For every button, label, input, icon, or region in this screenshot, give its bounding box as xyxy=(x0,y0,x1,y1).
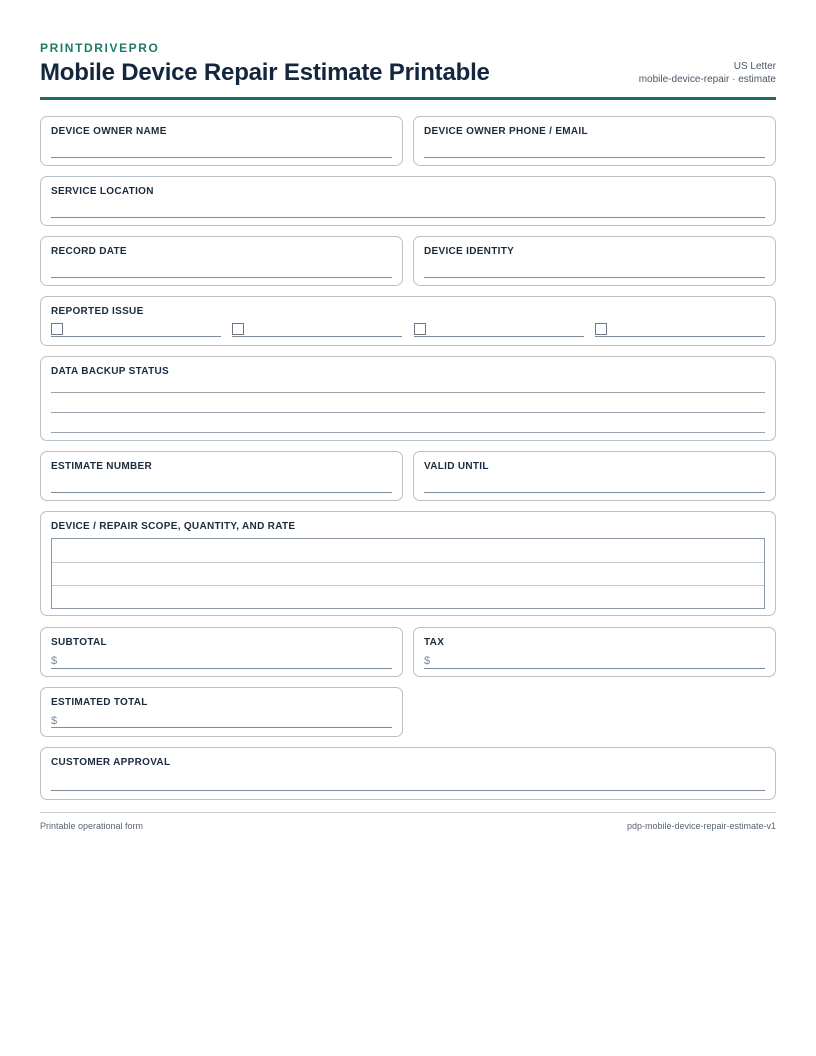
customer-approval-label: CUSTOMER APPROVAL xyxy=(51,757,171,768)
service-location-line[interactable] xyxy=(51,217,765,218)
tax-line[interactable] xyxy=(424,668,765,669)
repair-scope-table[interactable] xyxy=(51,538,765,609)
record-date-field[interactable] xyxy=(40,236,403,286)
service-location-field[interactable] xyxy=(40,176,776,226)
tax-label: TAX xyxy=(424,637,445,648)
issue-line-1[interactable] xyxy=(51,336,221,337)
issue-option-4[interactable] xyxy=(595,323,765,337)
estimate-number-line[interactable] xyxy=(51,492,392,493)
customer-approval-line[interactable] xyxy=(51,790,765,791)
estimated-total-line[interactable] xyxy=(51,727,392,728)
device-identity-line[interactable] xyxy=(424,277,765,278)
document-tag: mobile-device-repair · estimate xyxy=(638,74,776,85)
valid-until-field[interactable] xyxy=(413,451,776,501)
brand-name: PRINTDRIVEPRO xyxy=(40,41,160,55)
device-identity-field[interactable] xyxy=(413,236,776,286)
backup-status-line-3[interactable] xyxy=(51,432,765,433)
record-date-line[interactable] xyxy=(51,277,392,278)
subtotal-line[interactable] xyxy=(51,668,392,669)
table-row-divider xyxy=(52,562,764,563)
reported-issue-field xyxy=(40,296,776,346)
issue-line-2[interactable] xyxy=(232,336,402,337)
issue-option-1[interactable] xyxy=(51,323,221,337)
estimated-total-currency: $ xyxy=(51,715,58,727)
tax-field[interactable] xyxy=(413,627,776,677)
backup-status-line-1[interactable] xyxy=(51,392,765,393)
owner-name-field[interactable] xyxy=(40,116,403,166)
subtotal-label: SUBTOTAL xyxy=(51,637,107,648)
table-row-divider xyxy=(52,585,764,586)
backup-status-line-2[interactable] xyxy=(51,412,765,413)
issue-checkbox-3[interactable] xyxy=(414,323,426,335)
issue-checkbox-1[interactable] xyxy=(51,323,63,335)
tax-currency: $ xyxy=(424,655,431,667)
customer-approval-field[interactable] xyxy=(40,747,776,800)
issue-line-4[interactable] xyxy=(595,336,765,337)
form-id: pdp-mobile-device-repair-estimate-v1 xyxy=(626,821,776,831)
estimated-total-label: ESTIMATED TOTAL xyxy=(51,697,148,708)
estimated-total-field[interactable] xyxy=(40,687,403,737)
valid-until-line[interactable] xyxy=(424,492,765,493)
owner-name-label: DEVICE OWNER NAME xyxy=(51,126,167,137)
owner-name-line[interactable] xyxy=(51,157,392,158)
subtotal-currency: $ xyxy=(51,655,58,667)
owner-contact-field[interactable] xyxy=(413,116,776,166)
estimate-number-field[interactable] xyxy=(40,451,403,501)
footer-note: Printable operational form xyxy=(40,821,144,831)
header-rule xyxy=(40,97,776,100)
record-date-label: RECORD DATE xyxy=(51,246,127,257)
issue-option-2[interactable] xyxy=(232,323,402,337)
document-meta xyxy=(639,60,776,86)
repair-scope-label: DEVICE / REPAIR SCOPE, QUANTITY, AND RATE xyxy=(51,521,296,532)
owner-contact-label: DEVICE OWNER PHONE / EMAIL xyxy=(424,126,588,137)
backup-status-field[interactable] xyxy=(40,356,776,441)
device-identity-label: DEVICE IDENTITY xyxy=(424,246,515,257)
service-location-label: SERVICE LOCATION xyxy=(51,186,154,197)
issue-checkbox-2[interactable] xyxy=(232,323,244,335)
backup-status-label: DATA BACKUP STATUS xyxy=(51,366,169,377)
estimate-number-label: ESTIMATE NUMBER xyxy=(51,461,152,472)
page-title: Mobile Device Repair Estimate Printable xyxy=(40,59,490,86)
footer-rule xyxy=(40,812,776,813)
issue-line-3[interactable] xyxy=(414,336,584,337)
issue-option-3[interactable] xyxy=(414,323,584,337)
subtotal-field[interactable] xyxy=(40,627,403,677)
valid-until-label: VALID UNTIL xyxy=(424,461,489,472)
issue-checkbox-4[interactable] xyxy=(595,323,607,335)
repair-scope-field xyxy=(40,511,776,616)
owner-contact-line[interactable] xyxy=(424,157,765,158)
reported-issue-label: REPORTED ISSUE xyxy=(51,306,144,317)
paper-size: US Letter xyxy=(733,61,776,72)
